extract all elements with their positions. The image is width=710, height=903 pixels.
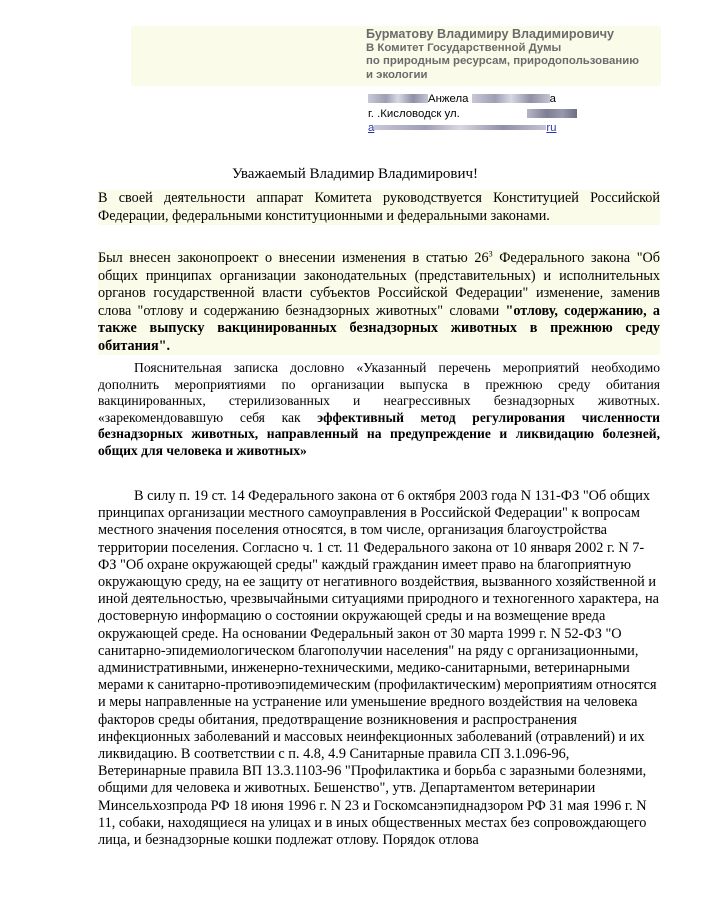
- sender-name-row: [368, 92, 598, 107]
- addressee-committee-topic-end: и экологии: [366, 68, 428, 81]
- redaction-mark: [527, 109, 577, 118]
- greeting: Уважаемый Владимир Владимирович!: [231, 166, 479, 182]
- addressee-committee-topic: по природным ресурсам, природопользованию: [366, 55, 639, 68]
- sender-email-row: [368, 121, 598, 136]
- bold-quote: "отлову, содержанию, а также выпуску вакцинированных безнадзорных животных в прежнюю среду обитания".: [98, 302, 660, 354]
- paragraph-1: В своей деятельности аппарат Комитета руководствуется Конституцией Российской Федерации, федеральными конституционными и федеральными законами.: [98, 190, 660, 224]
- paragraph-2: Был внесен законопроект о внесении изменения в статью $26^3$ Федерального закона "Об общих принципах организации законодательных (представительных) и исполнительных органов государственной власти субъектов Российской Федерации" изменение, заменив слова "отлову и содержанию безнадзорных животных" словами "отлову, содержанию, а также выпуску вакцинированных безнадзорных животных в прежнюю среду обитания".: [98, 249, 660, 354]
- sender-address: г. .Кисловодск ул.: [368, 107, 460, 120]
- sender-block: [368, 92, 598, 136]
- sender-email-link[interactable]: а ru: [368, 122, 557, 134]
- redaction-mark: [472, 94, 550, 103]
- superscript: 3: [488, 249, 493, 259]
- addressee-block: [131, 26, 661, 86]
- paragraph-3: Пояснительная записка дословно «Указанный перечень мероприятий необходимо дополнить мероприятиями по организации выпуска в прежнюю среду обитания вакцинированных, стерилизованных и неагрессивных безнадзорных животных. «зарекомендовавшую себя как эффективный метод регулирования численности безнадзорных животных, направленный на предупреждение и ликвидацию болезней, общих для человека и животных»: [98, 360, 660, 458]
- addressee-name: Бурматову Владимиру Владимировичу: [366, 27, 615, 41]
- redaction-mark: [368, 94, 428, 103]
- paragraph-4: В силу п. 19 ст. 14 Федерального закона от 6 октября 2003 года N 131-ФЗ "Об общих принципах организации местного самоуправления в Российской Федерации" к вопросам местного значения поселения относятся, в том числе, организация благоустройства территории поселения. Согласно ч. 1 ст. 11 Федерального закона от 10 января 2002 г. N 7-ФЗ "Об охране окружающей среды" каждый гражданин имеет право на благоприятную окружающую среду, на ее защиту от негативного воздействия, вызванного хозяйственной и иной деятельностью, чрезвычайными ситуациями природного и техногенного характера, на достоверную информацию о состоянии окружающей среды и на возмещение вреда окружающей среде. На основании Федеральный закон от 30 марта 1999 г. N 52-ФЗ "О санитарно-эпидемиологическом благополучии населения" на ряду с организационными, административными, инженерно-техническими, медико-санитарными, ветеринарными мерами к санитарно-противоэпидемическим (профилактическим) мероприятиям относятся и меры направленные на устранение или уменьшение вредного воздействия на человека факторов среды обитания, предотвращение возникновения и распространения инфекционных заболеваний и массовых неинфекционных заболеваний (отравлений) и их ликвидацию. В соответствии с п. 4.8, 4.9 Санитарные правила СП 3.1.096-96, Ветеринарные правила ВП 13.3.1103-96 "Профилактика и борьба с заразными болезнями, общими для человека и животных. Бешенство", утв. Департаментом ветеринарии Минсельхозпрода РФ 18 июня 1996 г. N 23 и Госкомсанэпиднадзором РФ 31 мая 1996 г. N 11, собаки, находящиеся на улицах и в иных общественных местах без сопровождающего лица, и безнадзорные кошки подлежат отлову. Порядок отлова: [98, 488, 660, 849]
- sender-address-row: [368, 107, 598, 122]
- bold-quote: эффективный метод регулирования численности безнадзорных животных, направленный на предупреждение и ликвидацию болезней, общих для человека и животных»: [98, 409, 660, 458]
- addressee-committee: В Комитет Государственной Думы: [366, 41, 562, 54]
- sender-name: Анжела: [428, 93, 469, 105]
- redaction-mark: [374, 125, 546, 130]
- sender-name-suffix: а: [549, 93, 556, 105]
